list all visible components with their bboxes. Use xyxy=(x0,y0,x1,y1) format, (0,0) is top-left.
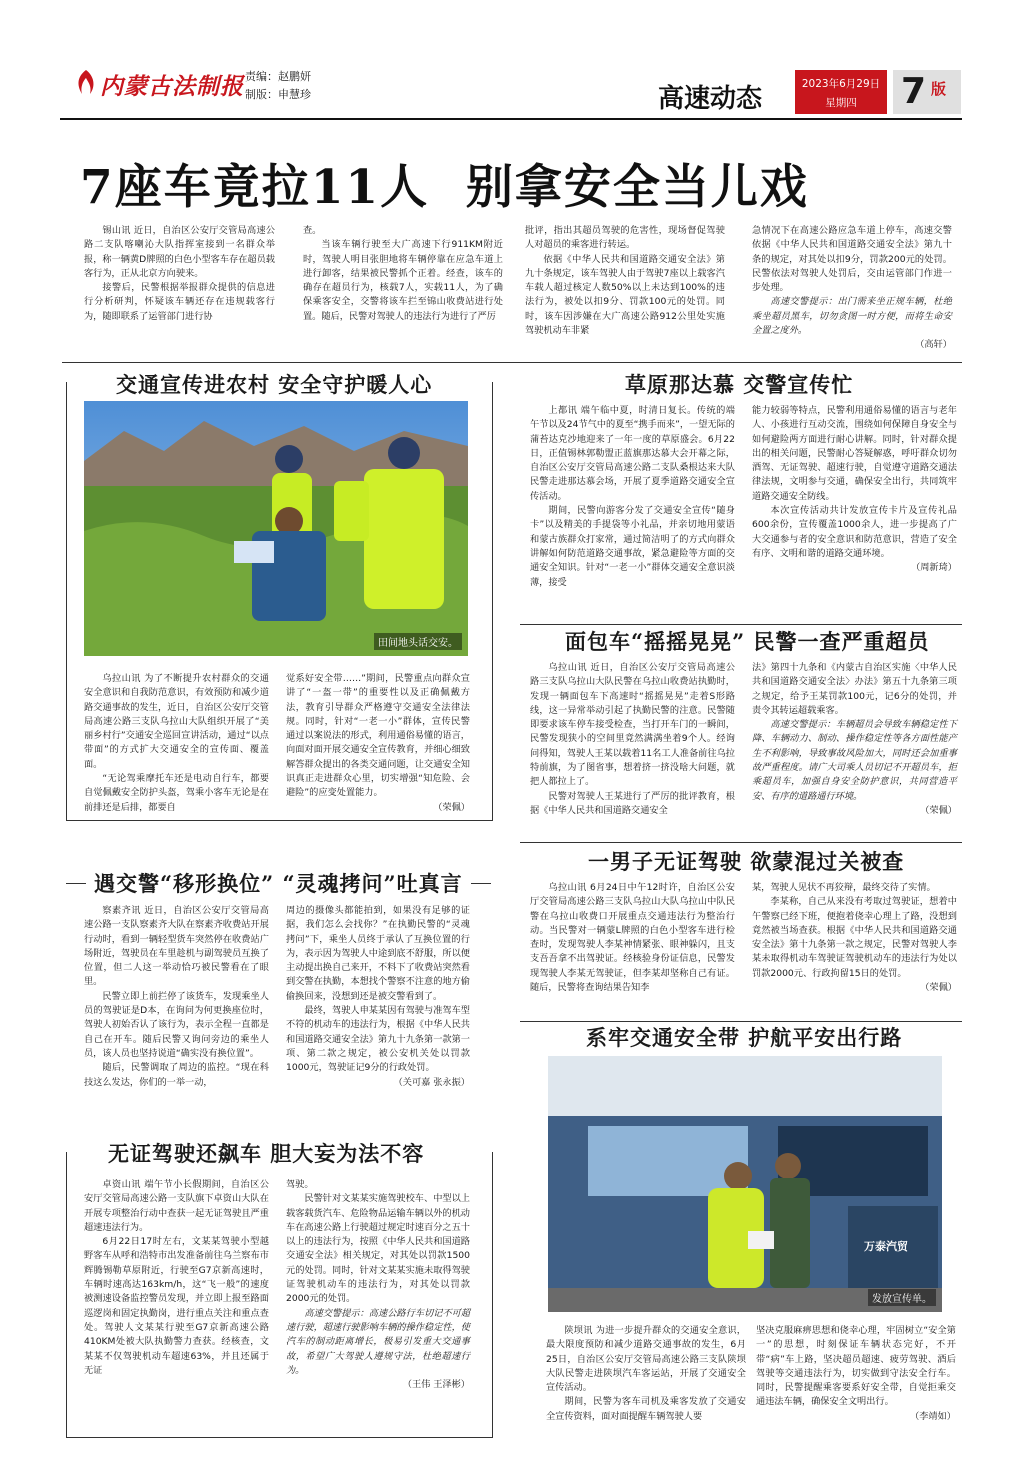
author: （高轩） xyxy=(915,339,952,351)
paragraph: 依据《中华人民共和国道路交通安全法》第九十条规定，该车驾驶人由于驾驶7座以上载客汽车载人超过核定人数50%以上未达到100%的违法行为，被处以扣9分、罚款100元的处罚。同时，该车因涉嫌在大广高速公路912公里处实施驾驶机动车非紧 xyxy=(525,253,725,337)
photo-caption: 发放宣传单。 xyxy=(868,1289,936,1306)
newspaper-logo xyxy=(74,66,244,100)
paragraph: 觉系好安全带……”期间，民警重点向群众宣讲了“一盔一带”的重要性以及正确佩戴方法，教育引导群众严格遵守交通安全法律法规。同时，针对“一老一小”群体，宣传民警通过以案说法的形式，利用通俗易懂的语言，向面对面开展交通安全宣传教育，并细心细致解答群众提出的各类交通问题，让交通安全知识真正走进群众心里，切实增强“知危险、会避险”的应变处置能力。 xyxy=(286,673,470,799)
tip-paragraph: 高速交警提示：车辆超员会导致车辆稳定性下降、车辆动力、制动、操作稳定性等各方面性能产生不利影响，导致事故风险加大，同时还会加重事故严重程度。请广大司乘人员切记不开超员车，拒乘超员车，加强自身安全防护意识，共同营造平安、有序的道路通行环境。 xyxy=(752,719,957,802)
paragraph: 急情况下在高速公路应急车道上停车，高速交警依据《中华人民共和国道路交通安全法》第九十条的规定，对其处以扣9分，罚款200元的处罚。民警依法对驾驶人处罚后，交由运管部门作进一步处理。 xyxy=(752,225,952,294)
paragraph: 坚决克服麻痹思想和侥幸心理，牢固树立“安全第一”的思想，时刻保证车辆状态完好，不开带“病”车上路，坚决超员超速、疲劳驾驶、酒后驾驶等交通违法行为，切实做到守法安全行车。同时，民警提醒乘客要系好安全带，自觉拒乘交通违法车辆，确保安全文明出行。 xyxy=(756,1325,956,1408)
article-title: 交通宣传进农村 安全守护暖人心 xyxy=(108,369,440,399)
page-number: 7 xyxy=(901,71,927,112)
paragraph: 周边的摄像头都能拍到，如果没有足够的证据，我们怎么会找你？”在执勤民警的“灵魂拷问”下，乘坐人员终于承认了互换位置的行为，表示因为驾驶人中途到底不舒服，所以便主动提出换自己来开，不料下了收费站突然看到交警在执勤，本想找个警察不注意的地方偷偷换回来，没想到还是被交警看到了。 xyxy=(286,905,470,1002)
logo-emblem-icon xyxy=(74,68,98,96)
paragraph: 最终，驾驶人申某某因有驾驶与准驾车型不符的机动车的违法行为，根据《中华人民共和国道路交通安全法》第九十九条第一款第一项、第二款之规定，被公安机关处以罚款1000元，驾驶证记9分的行政处罚。 xyxy=(286,1005,470,1074)
rural-col-1 xyxy=(84,672,269,815)
lead-col-3 xyxy=(525,224,725,338)
unlicensed-col-1 xyxy=(530,881,735,995)
paragraph: 6月22日17时左右，文某某驾驶小型越野客车从呼和浩特市出发准备前往乌兰察布市辉腾锡勒草原附近，行驶至G7京新高速时，车辆时速高达163km/h，这“飞一般”的速度被测速设备监控警员发现，并立即上报至路面巡逻岗和固定执勤岗，进行重点关注和重点查处。驾驶人文某某行驶至G7京新高速公路410KM处被大队执勤警力查获。经核查，文某某不仅驾驶机动车超速63%，并且还属于无证 xyxy=(84,1236,269,1376)
paragraph: 本次宣传活动共计发放宣传卡片及宣传礼品600余份，宣传覆盖1000余人，进一步提高了广大交通参与者的安全意识和防范意识，营造了安全有序、文明和谐的道路交通环境。 xyxy=(752,505,957,559)
bus-station-photo xyxy=(548,1056,942,1312)
article-title: 草原那达慕 交警宣传忙 xyxy=(625,372,854,397)
paragraph: 某，驾驶人见状不再狡辩，最终交待了实情。 xyxy=(752,882,936,893)
lead-col-2 xyxy=(303,224,503,324)
author: （周新琦） xyxy=(911,562,957,574)
article-title: 一男子无证驾驶 欲蒙混过关被查 xyxy=(588,849,905,874)
date-box xyxy=(795,70,887,114)
article-title: 系牢交通安全带 护航平安出行路 xyxy=(586,1025,903,1050)
article-title: 无证驾驶还飙车 胆大妄为法不容 xyxy=(100,1138,432,1168)
paragraph: 乌拉山讯 近日，自治区公安厅交管局高速公路三支队乌拉山大队民警在乌拉山收费站执勤时，发现一辆面包车下高速时“摇摇晃晃”走着S形路线，这一异常举动引起了执勤民警的注意。民警随即要求该车停车接受检查，当打开车门的一瞬间，民警发现狭小的空间里竟然满满坐着9个人。经询问得知，驾驶人王某以载着11名工人准备前往乌拉特前旗，为了图省事，想着挤一挤没啥大问题，就把人都拉上了。 xyxy=(530,662,735,788)
paragraph: 期间，民警向游客分发了交通安全宣传“随身卡”以及精美的手提袋等小礼品，并亲切地用蒙语和蒙古族群众打家常，通过简洁明了的方式向群众讲解如何防范道路交通事故，紧急避险等方面的交通安全知识。针对“一老一小”群体交通安全意识淡薄，接受 xyxy=(530,505,735,588)
paragraph: 法》第四十九条和《内蒙古自治区实施〈中华人民共和国道路交通安全法〉办法》第五十九条第三项之规定，给予王某罚款100元，记6分的处罚，并责令其转运超载乘客。 xyxy=(752,662,957,716)
page-number-box xyxy=(893,70,961,114)
transform-col-2 xyxy=(286,904,470,1090)
author: （关可嘉 张永振） xyxy=(393,1076,470,1088)
police-field-photo xyxy=(84,401,468,656)
author: （荣佩） xyxy=(920,804,957,816)
issue-date: 2023年6月29日 xyxy=(801,78,881,90)
designer-credit: 制版：申慧珍 xyxy=(245,88,311,101)
paragraph: “无论驾乘摩托车还是电动自行车，都要自觉佩戴安全防护头盔，驾乘小客车无论是在前排还是后排，都要自 xyxy=(84,773,269,813)
paragraph: 民警立即上前拦停了该货车，发现乘坐人员的驾驶证是D本，在询问为何更换座位时，驾驶人初始否认了该行为，表示全程一直都是自己在开车。随后民警又询问旁边的乘坐人员，该人员也坚持说道“确实没有换位置”。 xyxy=(84,990,269,1059)
lead-col-1 xyxy=(84,224,275,324)
author: （荣佩） xyxy=(920,982,957,994)
speeding-col-2 xyxy=(286,1178,470,1392)
page-suffix: 版 xyxy=(931,80,947,98)
paragraph: 上都讯 端午临中夏，时清日复长。传统的端午节以及24节气中的夏至“携手而来”，一望无际的蒲苔达克沙地迎来了一年一度的草原盛会。6月22日，正值锡林郭勒盟正蓝旗那达慕大会开幕之际，自治区公安厅交管局高速公路二支队桑根达来大队民警走进那达慕会场，开展了夏季道路交通安全宣传活动。 xyxy=(530,405,735,502)
paragraph: 当该车辆行驶至大广高速下行911KM附近时，驾驶人明目张胆地将车辆停靠在应急车道上进行卸客，结果被民警抓个正着。经查，该车的确存在超员行为，核载7人，实载11人，为了确保乘客安全，交警将该车拦至锦山收费站进行处置。随后，民警对驾驶人的违法行为进行了严厉 xyxy=(303,239,503,322)
paragraph: 民警针对文某某实施驾驶校车、中型以上载客载货汽车、危险物品运输车辆以外的机动车在高速公路上行驶超过规定时速百分之五十以上的违法行为，按照《中华人民共和国道路交通安全法》相关规定，对其处以罚款1500元的处罚。同时，针对文某某实施未取得驾驶证驾驶机动车的违法行为，对其处以罚款2000元的处罚。 xyxy=(286,1193,470,1305)
paragraph: 乌拉山讯 6月24日中午12时许，自治区公安厅交管局高速公路三支队乌拉山大队乌拉山中队民警在乌拉山收费口开展重点交通违法行为整治行动。当民警对一辆蒙L牌照的白色小型客车进行检查时，发现驾驶人李某神情紧张、眼神躲闪，且支支吾吾拿不出驾驶证。经核验身份证信息，民警发现驾驶人李某无驾驶证，但李某却坚称自己有证。随后，民警将查询结果告知李 xyxy=(530,882,735,994)
photo-caption: 田间地头话交安。 xyxy=(374,633,462,650)
paragraph: 随后，民警调取了周边的监控。“现在科技这么发达，你们的一举一动， xyxy=(84,1062,269,1088)
paragraph: 锡山讯 近日，自治区公安厅交管局高速公路二支队喀喇沁大队指挥室接到一名群众举报，称一辆黄D牌照的白色小型客车存在超员载客行为，正从北京方向驶来。 xyxy=(84,225,275,279)
grassland-col-1 xyxy=(530,404,735,590)
paragraph: 批评，指出其超员驾驶的危害性，现场督促驾驶人对超员的乘客进行转运。 xyxy=(525,225,725,251)
article-title: 遇交警“移形换位” “灵魂拷问”吐真言 xyxy=(86,868,471,898)
bus-sign-text: 万泰汽贸 xyxy=(864,1240,908,1253)
paragraph: 乌拉山讯 为了不断提升农村群众的交通安全意识和自我防范意识，有效预防和减少道路交通事故的发生，近日，自治区公安厅交管局高速公路三支队乌拉山大队组织开展了“美丽乡村行”交通安全巡回宣讲活动，通过“以点带面”的方式扩大交通安全的宣传面、覆盖面。 xyxy=(84,673,269,770)
paragraph: 查。 xyxy=(303,225,322,236)
editor-credit: 责编：赵鹏妍 xyxy=(245,70,311,83)
article-title: 面包车“摇摇晃晃” 民警一查严重超员 xyxy=(565,629,930,654)
paragraph: 陕坝讯 为进一步提升群众的交通安全意识，最大限度预防和减少道路交通事故的发生，6月25日，自治区公安厅交管局高速公路三支队陕坝大队民警走进陕坝汽车客运站，开展了交通安全宣传活动。 xyxy=(546,1325,746,1394)
paragraph: 接警后，民警根据举报群众提供的信息进行分析研判，怀疑该车辆还存在违规载客行为，随即联系了运管部门进行协 xyxy=(84,282,275,322)
transform-col-1 xyxy=(84,904,269,1090)
paragraph: 能力较弱等特点，民警利用通俗易懂的语言与老年人、小孩进行互动交流，围绕如何保障自身安全与如何避险两方面进行耐心讲解。同时，针对群众提出的相关问题，民警耐心答疑解惑，呼吁群众切勿酒驾、无证驾驶、超速行驶，自觉遵守道路交通法律法规，文明参与交通，确保安全出行，共同筑牢道路交通安全防线。 xyxy=(752,405,957,502)
logo-text: 内蒙古法制报 xyxy=(100,73,244,100)
grassland-col-2 xyxy=(752,404,957,576)
masthead xyxy=(0,0,1024,125)
paragraph: 驾驶。 xyxy=(286,1179,314,1190)
paragraph: 期间，民警为客车司机及乘客发放了交通安全宣传资料，面对面提醒车辆驾驶人要 xyxy=(546,1396,746,1422)
rural-col-2 xyxy=(286,672,470,815)
seatbelt-col-2 xyxy=(756,1324,956,1424)
author: （王伟 王泽彬） xyxy=(402,1379,470,1391)
page-headline: 7座车竟拉11人 别拿安全当儿戏 xyxy=(80,160,809,215)
author: （李靖如） xyxy=(910,1410,956,1422)
unlicensed-col-2 xyxy=(752,881,957,995)
van-col-2 xyxy=(752,661,957,818)
paragraph: 李某称，自己从来没有考取过驾驶证，想着中午警察已经下班，便抱着侥幸心理上了路，没想到竟然被当场查获。根据《中华人民共和国道路交通安全法》第十九条第一款之规定，民警对驾驶人李某未取得机动车驾驶证驾驶机动车的违法行为处以罚款2000元、行政拘留15日的处罚。 xyxy=(752,896,957,979)
issue-weekday: 星期四 xyxy=(825,97,857,109)
paragraph: 卓资山讯 端午节小长假期间，自治区公安厅交管局高速公路一支队旗下卓资山大队在开展专项整治行动中查获一起无证驾驶且严重超速违法行为。 xyxy=(84,1179,269,1233)
paragraph: 民警对驾驶人王某进行了严厉的批评教育，根据《中华人民共和国道路交通安全 xyxy=(530,790,735,816)
van-col-1 xyxy=(530,661,735,818)
author: （荣佩） xyxy=(433,801,470,813)
seatbelt-col-1 xyxy=(546,1324,746,1424)
tip-paragraph: 高速交警提示：出门需来坐正规车辆，杜绝乘坐超员黑车，切勿贪图一时方便，而将生命安全置之度外。 xyxy=(752,296,952,337)
section-name: 高速动态 xyxy=(658,84,763,114)
speeding-col-1 xyxy=(84,1178,269,1378)
lead-col-4 xyxy=(752,224,952,353)
paragraph: 察素齐讯 近日，自治区公安厅交管局高速公路一支队察素齐大队在察素齐收费站开展行动时，看到一辆轻型货车突然停在收费站广场附近，驾驶员在车里趁机与副驾驶员互换了位置，但二人这一举动恰巧被民警看在了眼里。 xyxy=(84,905,269,988)
tip-paragraph: 高速交警提示：高速公路行车切记不可超速行驶，超速行驶影响车辆的操作稳定性，使汽车的制动距离增长，极易引发重大交通事故，希望广大驾驶人遵规守法，杜绝超速行为。 xyxy=(286,1307,470,1376)
